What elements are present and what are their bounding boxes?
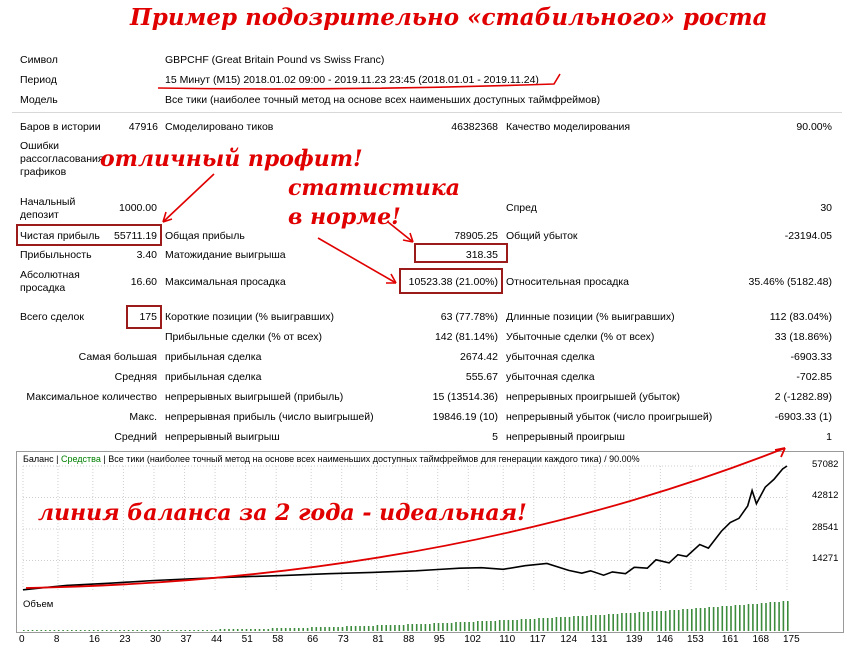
volume-bar	[385, 625, 387, 631]
balance-note: линия баланса за 2 года - идеальная!	[38, 500, 527, 526]
volume-bar	[167, 630, 169, 631]
volume-bar	[543, 618, 545, 631]
volume-bar	[412, 624, 414, 631]
volume-bar	[276, 628, 278, 631]
volume-bar	[582, 616, 584, 631]
quality-value: 90.00%	[796, 121, 832, 133]
volume-bar	[468, 622, 470, 631]
volume-bar	[442, 623, 444, 631]
volume-bar	[241, 629, 243, 631]
average-loss-value: -702.85	[796, 371, 832, 383]
maxcons-losses-value: 2 (-1282.89)	[774, 391, 832, 403]
volume-bar	[58, 630, 60, 631]
balance-arrow	[0, 440, 850, 600]
x-tick-label: 88	[403, 634, 415, 645]
volume-bar	[521, 619, 523, 631]
volume-bar	[652, 611, 654, 631]
gross-loss-label: Общий убыток	[506, 230, 578, 242]
volume-bar	[481, 621, 483, 631]
x-tick-label: 146	[656, 634, 674, 645]
volume-bar	[735, 605, 737, 631]
volume-bar	[285, 628, 287, 631]
volume-bar	[132, 630, 134, 631]
maxcons-wins-label: непрерывных выигрышей (прибыль)	[165, 391, 344, 403]
volume-bar	[399, 625, 401, 631]
volume-bar	[407, 624, 409, 631]
profit-factor-label: Прибыльность	[20, 249, 92, 261]
volume-bar	[377, 625, 379, 631]
largest-profit-label: прибыльная сделка	[165, 351, 262, 363]
volume-bar	[556, 617, 558, 631]
volume-bar	[508, 620, 510, 631]
x-tick-label: 117	[529, 634, 546, 645]
maxcons-profit-label: непрерывная прибыль (число выигрышей)	[165, 411, 374, 423]
ticks-value: 46382368	[451, 121, 498, 133]
volume-bar	[263, 629, 265, 631]
volume-bar	[381, 625, 383, 631]
volume-bar	[783, 601, 785, 631]
loss-trades-label: Убыточные сделки (% от всех)	[506, 331, 655, 343]
volume-bar	[324, 627, 326, 631]
volume-bar	[604, 615, 606, 631]
volume-bar	[329, 627, 331, 631]
volume-bar	[316, 627, 318, 631]
avgcons-wins-label: непрерывный выигрыш	[165, 431, 280, 443]
largest-loss-value: -6903.33	[790, 351, 832, 363]
profit-factor-value: 3.40	[136, 249, 157, 261]
volume-bar	[752, 604, 754, 631]
x-tick-label: 58	[272, 634, 284, 645]
volume-bar	[499, 620, 501, 631]
volume-bar	[591, 615, 593, 631]
rel-drawdown-label: Относительная просадка	[506, 276, 629, 288]
volume-bar	[220, 629, 222, 631]
volume-bar	[700, 608, 702, 631]
volume-bar	[71, 630, 73, 631]
volume-bar	[119, 630, 121, 631]
volume-bar	[529, 619, 531, 631]
volume-bar	[272, 628, 274, 631]
x-tick-label: 23	[119, 634, 131, 645]
volume-bar	[695, 608, 697, 631]
volume-bar	[311, 627, 313, 631]
volume-bar	[516, 620, 518, 631]
x-tick-label: 81	[372, 634, 384, 645]
x-tick-label: 30	[149, 634, 162, 645]
avgcons-wins-value: 5	[492, 431, 498, 443]
volume-bar	[495, 621, 497, 631]
volume-bar	[464, 622, 466, 631]
volume-bar	[298, 628, 300, 631]
net-profit-label: Чистая прибыль	[20, 230, 100, 242]
volume-bar	[115, 630, 117, 631]
average-label: Средняя	[114, 371, 157, 383]
volume-bar	[512, 620, 514, 631]
volume-bar	[547, 618, 549, 631]
volume-bar	[416, 624, 418, 631]
volume-bar	[573, 616, 575, 631]
avgcons-losses-value: 1	[826, 431, 832, 443]
volume-bar	[739, 605, 741, 631]
short-positions-label: Короткие позиции (% выигравших)	[165, 311, 335, 323]
largest-loss-label: убыточная сделка	[506, 351, 595, 363]
volume-bar	[259, 629, 261, 631]
title-annotation: Пример подозрительно «стабильного» роста	[130, 4, 768, 31]
volume-bar	[586, 616, 588, 631]
volume-bar	[534, 619, 536, 631]
stats-note-line2: в норме!	[288, 204, 401, 230]
profit-trades-label: Прибыльные сделки (% от всех)	[165, 331, 323, 343]
volume-bars	[17, 597, 843, 632]
net-profit-value: 55711.19	[113, 230, 157, 242]
spread-label: Спред	[506, 202, 537, 214]
x-tick-label: 102	[464, 634, 481, 645]
volume-bar	[420, 624, 422, 631]
volume-bar	[447, 623, 449, 631]
quality-label: Качество моделирования	[506, 121, 631, 133]
x-tick-label: 66	[307, 634, 319, 645]
volume-bar	[560, 617, 562, 631]
volume-bar	[346, 626, 348, 631]
volume-bar	[787, 601, 789, 631]
volume-bar	[726, 606, 728, 631]
average-loss-label: убыточная сделка	[506, 371, 595, 383]
volume-bar	[743, 605, 745, 631]
volume-bar	[660, 611, 662, 631]
volume-bar	[630, 613, 632, 631]
average-profit-label: прибыльная сделка	[165, 371, 262, 383]
long-positions-value: 112 (83.04%)	[769, 311, 832, 323]
volume-bar	[193, 630, 195, 631]
volume-bar	[429, 624, 431, 631]
maxcons-loss-label: непрерывный убыток (число проигрышей)	[506, 411, 713, 423]
period-label: Период	[20, 74, 57, 86]
max-count-label: Максимальное количество	[26, 391, 157, 403]
gross-loss-value: -23194.05	[784, 230, 832, 242]
volume-bar	[163, 630, 165, 631]
volume-bar	[643, 612, 645, 631]
abs-drawdown-value: 16.60	[130, 276, 157, 288]
short-positions-value: 63 (77.78%)	[440, 311, 498, 323]
volume-bar	[268, 629, 270, 631]
model-value: Все тики (наиболее точный метод на основе всех наименьших доступных таймфреймов)	[165, 94, 601, 106]
volume-bar	[23, 630, 25, 631]
deposit-label: Начальный депозит	[20, 196, 76, 221]
x-tick-label: 175	[783, 634, 800, 645]
volume-bar	[770, 602, 772, 631]
volume-bar	[761, 603, 763, 631]
volume-bar	[337, 627, 339, 631]
volume-bar	[687, 609, 689, 631]
x-tick-label: 73	[337, 634, 349, 645]
volume-bar	[36, 630, 38, 631]
volume-bar	[626, 613, 628, 631]
y-tick-label: 28541	[812, 522, 839, 533]
deposit-value: 1000.00	[119, 202, 157, 214]
volume-bar	[307, 628, 309, 631]
total-trades-label: Всего сделок	[20, 311, 84, 323]
volume-bar	[84, 630, 86, 631]
x-tick-label: 110	[499, 634, 516, 645]
x-tick-label: 37	[180, 634, 192, 645]
ticks-label: Смоделировано тиков	[165, 121, 274, 133]
y-tick-label: 57082	[812, 459, 839, 470]
volume-panel	[16, 597, 844, 633]
volume-bar	[180, 630, 182, 631]
volume-bar	[704, 608, 706, 631]
volume-bar	[62, 630, 64, 631]
volume-bar	[189, 630, 191, 631]
volume-bar	[289, 628, 291, 631]
period-value: 15 Минут (M15) 2018.01.02 09:00 - 2019.11.23 23:45 (2018.01.01 - 2019.11.24)	[165, 74, 539, 86]
x-tick-label: 161	[721, 634, 739, 645]
volume-label: Объем	[23, 599, 54, 610]
total-trades-value: 175	[139, 311, 157, 323]
volume-bar	[569, 617, 571, 631]
volume-bar	[778, 602, 780, 631]
volume-bar	[237, 629, 239, 631]
volume-bar	[137, 630, 139, 631]
volume-bar	[682, 609, 684, 631]
volume-bar	[128, 630, 130, 631]
volume-bar	[171, 630, 173, 631]
max-drawdown-label: Максимальная просадка	[165, 276, 286, 288]
volume-bar	[394, 625, 396, 631]
volume-bar	[451, 623, 453, 631]
largest-profit-value: 2674.42	[460, 351, 498, 363]
volume-bar	[250, 629, 252, 631]
volume-bar	[202, 630, 204, 631]
volume-bar	[75, 630, 77, 631]
volume-bar	[665, 611, 667, 631]
volume-bar	[123, 630, 125, 631]
volume-bar	[438, 623, 440, 631]
volume-bar	[342, 627, 344, 631]
volume-bar	[473, 622, 475, 631]
volume-bar	[224, 629, 226, 631]
x-tick-label: 139	[625, 634, 643, 645]
volume-bar	[45, 630, 47, 631]
spread-value: 30	[820, 202, 832, 214]
volume-bar	[669, 610, 671, 631]
volume-bar	[621, 613, 623, 631]
x-tick-label: 124	[560, 634, 578, 645]
volume-bar	[717, 607, 719, 631]
volume-bar	[359, 626, 361, 631]
profit-trades-value: 142 (81.14%)	[434, 331, 498, 343]
volume-bar	[595, 615, 597, 631]
profit-note: отличный профит!	[100, 146, 363, 172]
volume-bar	[748, 604, 750, 631]
volume-bar	[564, 617, 566, 631]
volume-bar	[372, 626, 374, 631]
largest-label: Самая большая	[78, 351, 157, 363]
volume-bar	[503, 620, 505, 631]
bars-value: 47916	[128, 121, 158, 133]
volume-bar	[368, 626, 370, 631]
volume-bar	[176, 630, 178, 631]
maxcons-wins-value: 15 (13514.36)	[432, 391, 498, 403]
volume-bar	[320, 627, 322, 631]
maxcons-losses-label: непрерывных проигрышей (убыток)	[506, 391, 681, 403]
symbol-value: GBPCHF (Great Britain Pound vs Swiss Franc)	[165, 54, 385, 66]
avgcons-label: Средний	[114, 431, 157, 443]
volume-bar	[355, 626, 357, 631]
volume-bar	[145, 630, 147, 631]
x-tick-label: 0	[19, 634, 25, 645]
volume-bar	[390, 625, 392, 631]
x-tick-label: 16	[88, 634, 100, 645]
x-tick-label: 8	[53, 634, 60, 645]
volume-bar	[756, 604, 758, 631]
symbol-label: Символ	[20, 54, 58, 66]
volume-bar	[158, 630, 160, 631]
volume-bar	[93, 630, 95, 631]
volume-bar	[80, 630, 82, 631]
loss-trades-value: 33 (18.86%)	[774, 331, 832, 343]
volume-bar	[639, 612, 641, 631]
bars-label: Баров в истории	[20, 121, 101, 133]
max-drawdown-value: 10523.38 (21.00%)	[408, 276, 498, 288]
volume-bar	[206, 630, 208, 631]
volume-bar	[433, 623, 435, 631]
volume-bar	[713, 607, 715, 631]
y-tick-label: 14271	[812, 553, 839, 565]
volume-bar	[691, 609, 693, 631]
maxcons-profit-value: 19846.19 (10)	[432, 411, 498, 423]
gross-profit-value: 78905.25	[454, 230, 498, 242]
volume-bar	[599, 615, 601, 631]
volume-bar	[364, 626, 366, 631]
volume-bar	[41, 630, 43, 631]
x-tick-label: 44	[211, 634, 223, 645]
x-tick-label: 51	[241, 634, 253, 645]
volume-bar	[617, 614, 619, 631]
volume-bar	[89, 630, 91, 631]
chart-legend: Баланс | Средства | Все тики (наиболее точный метод на основе всех наименьших доступных таймфреймов для генерации каждого тика) / 90.00%	[23, 454, 640, 464]
volume-bar	[228, 629, 230, 631]
volume-bar	[110, 630, 112, 631]
volume-bar	[403, 625, 405, 631]
volume-bar	[32, 630, 34, 631]
volume-bar	[674, 610, 676, 631]
volume-bar	[490, 621, 492, 631]
volume-bar	[730, 606, 732, 631]
volume-bar	[97, 630, 99, 631]
x-tick-label: 153	[686, 634, 704, 645]
volume-bar	[477, 621, 479, 631]
volume-bar	[538, 618, 540, 631]
errors-label: Ошибки рассогласования графиков	[20, 140, 104, 178]
volume-bar	[350, 626, 352, 631]
volume-bar	[198, 630, 200, 631]
volume-bar	[154, 630, 156, 631]
stats-note-line1: статистика	[288, 175, 461, 201]
volume-bar	[215, 630, 217, 631]
volume-bar	[647, 612, 649, 631]
legend-balance: Баланс	[23, 454, 54, 464]
expected-payoff-value: 318.35	[465, 249, 498, 261]
volume-bar	[185, 630, 187, 631]
volume-bar	[634, 613, 636, 631]
volume-bar	[460, 622, 462, 631]
volume-bar	[333, 627, 335, 631]
volume-bar	[765, 603, 767, 631]
volume-bar	[102, 630, 104, 631]
volume-bar	[708, 607, 710, 631]
x-tick-label: 95	[433, 634, 445, 645]
gross-profit-label: Общая прибыль	[165, 230, 245, 242]
volume-bar	[722, 606, 724, 631]
volume-bar	[294, 628, 296, 631]
long-positions-label: Длинные позиции (% выигравших)	[506, 311, 675, 323]
expected-payoff-label: Матожидание выигрыша	[165, 249, 286, 261]
legend-equity: Средства	[60, 454, 101, 464]
volume-bar	[27, 630, 29, 631]
volume-bar	[455, 622, 457, 631]
volume-bar	[211, 630, 213, 631]
volume-bar	[54, 630, 56, 631]
average-profit-value: 555.67	[465, 371, 498, 383]
volume-bar	[608, 614, 610, 631]
volume-bar	[302, 628, 304, 631]
volume-bar	[656, 611, 658, 631]
avgcons-losses-label: непрерывный проигрыш	[506, 431, 625, 443]
volume-bar	[774, 602, 776, 631]
volume-bar	[246, 629, 248, 631]
volume-bar	[254, 629, 256, 631]
rel-drawdown-value: 35.46% (5182.48)	[748, 276, 832, 288]
volume-bar	[150, 630, 152, 631]
y-tick-label: 42812	[812, 490, 839, 502]
abs-drawdown-label: Абсолютная просадка	[20, 269, 80, 294]
x-tick-label: 168	[752, 634, 770, 645]
model-label: Модель	[20, 94, 58, 106]
volume-bar	[141, 630, 143, 631]
volume-bar	[106, 630, 108, 631]
volume-bar	[551, 618, 553, 631]
volume-bar	[525, 619, 527, 631]
volume-bar	[577, 616, 579, 631]
volume-bar	[49, 630, 51, 631]
volume-bar	[612, 614, 614, 631]
volume-bar	[425, 624, 427, 631]
volume-bar	[678, 610, 680, 631]
maxcons-loss-value: -6903.33 (1)	[774, 411, 832, 423]
volume-bar	[486, 621, 488, 631]
volume-bar	[281, 628, 283, 631]
volume-bar	[233, 629, 235, 631]
volume-bar	[67, 630, 69, 631]
max-label: Макс.	[129, 411, 157, 423]
legend-model: Все тики (наиболее точный метод на основе всех наименьших доступных таймфреймов для генерации каждого тика) / 90.00%	[108, 454, 640, 464]
x-tick-label: 131	[590, 634, 608, 645]
